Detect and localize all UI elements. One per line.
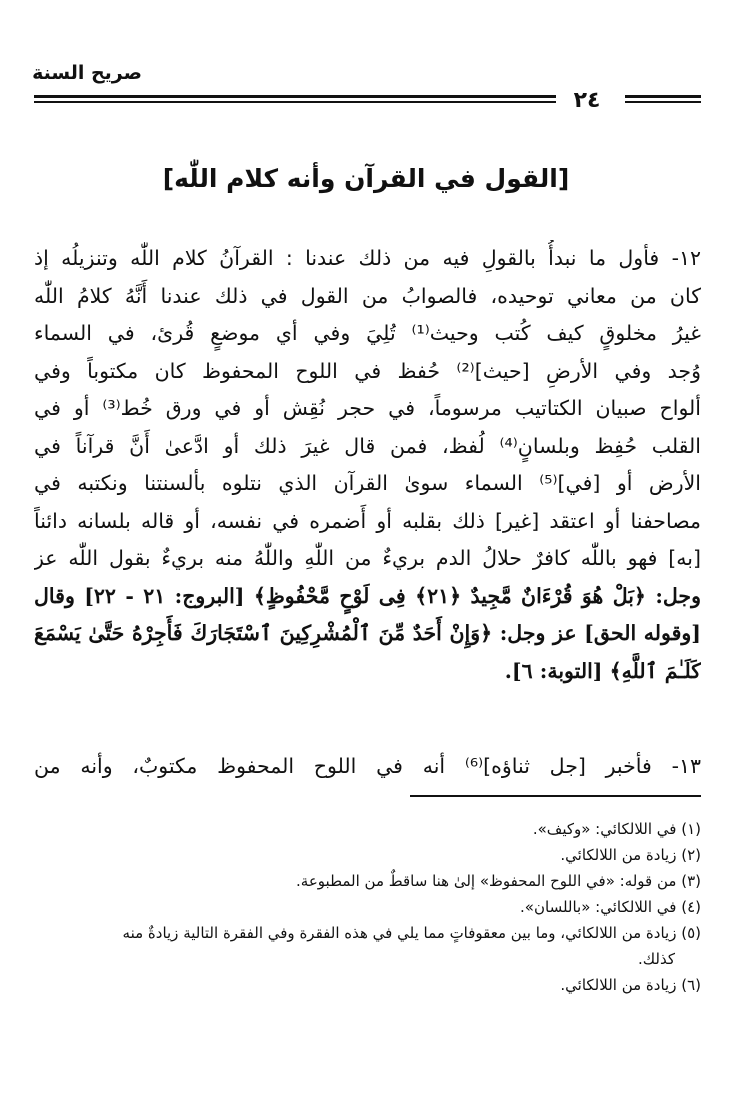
header-rule-left-thick — [625, 95, 701, 98]
text-line: ١٣- فأخبر [جل ثناؤه]⁽⁶⁾ أنه في اللوح المحفوظ مكتوبٌ، وأنه من — [34, 754, 701, 778]
text-line: وُجد وفي الأرضِ [حيث]⁽²⁾ حُفظ في اللوح المحفوظ كان مكتوباً وفي — [34, 358, 701, 383]
page-number: ٢٤ — [573, 88, 601, 113]
text-line: غيرُ مخلوقٍ كيف كُتب وحيث⁽¹⁾ تُلِيَ وفي أي موضعٍ قُرئ، في السماء — [34, 321, 701, 345]
section-heading: [القول في القرآن وأنه كلام اللّٰه] — [162, 164, 570, 193]
footnote-separator — [410, 795, 701, 797]
text-line: ١٢- فأول ما نبدأُ بالقولِ فيه من ذلك عندنا : القرآنُ كلام اللّٰه وتنزيلُه إذ — [34, 246, 701, 270]
header-rule-right-thin — [34, 101, 556, 103]
text-line-verse: كَلَـٰمَ ٱللَّهِ﴾ [التوبة: ٦]. — [504, 658, 701, 683]
text-line-verse: [وقوله الحق] عز وجل: ﴿وَإِنْ أَحَدٌ مِّنَ ٱلْمُشْرِكِينَ ٱسْتَجَارَكَ فَأَجِرْهُ حَتَّىٰ يَسْمَعَ — [34, 621, 701, 645]
paragraph-12 — [34, 240, 701, 690]
header-rule-right-thick — [34, 95, 556, 98]
footnote: (٥) زيادة من اللالكائي، وما بين معقوفاتٍ مما يلي في هذه الفقرة وفي الفقرة التالية زيادةٌ منه — [122, 924, 701, 942]
text-line: الأرض أو [في]⁽⁵⁾ السماء سوىٰ القرآن الذي نتلوه بألسنتنا ونكتبه في — [34, 471, 701, 495]
footnote: (٣) من قوله: «في اللوح المحفوظ» إلىٰ هنا ساقطٌ من المطبوعة. — [296, 872, 701, 890]
paragraph-13 — [34, 748, 701, 786]
header-rule-left-thin — [625, 101, 701, 103]
footnote: (٢) زيادة من اللالكائي. — [560, 846, 701, 864]
footnote-continuation: كذلك. — [638, 950, 675, 968]
footnote: (٤) في اللالكائي: «باللسان». — [520, 898, 701, 916]
footnotes — [34, 816, 701, 998]
text-line: ألواح صبيان الكتاتيب مرسوماً، في حجر نُقِش أو في ورق خُط⁽³⁾ أو في — [34, 396, 701, 420]
text-line: مصاحفنا أو اعتقد [غير] ذلك بقلبه أو أَضمره في نفسه، أو قاله بلسانه دائناً — [34, 508, 701, 533]
footnote: (٦) زيادة من اللالكائي. — [560, 976, 701, 994]
text-line: [به] فهو باللّٰه كافرٌ حلالُ الدم بريءٌ من اللّٰهِ واللّٰهُ منه بريءٌ بقول اللّٰه عز — [34, 546, 701, 570]
running-title: صريح السنة — [32, 62, 142, 84]
text-line-verse: وجل: ﴿بَلْ هُوَ قُرْءَانٌ مَّجِيدٌ ﴿٢١﴾ فِى لَوْحٍ مَّحْفُوظٍ﴾ [البروج: ٢١ - ٢٢] وقال — [34, 583, 701, 608]
footnote: (١) في اللالكائي: «وكيف». — [532, 820, 701, 838]
text-line: كان من معاني توحيده، فالصوابُ من القول في ذلك عندنا أَنَّهُ كلامُ اللّٰه — [34, 283, 701, 308]
text-line: القلب حُفِظ وبلسانٍ⁽⁴⁾ لُفظ، فمن قال غيرَ ذلك أو ادَّعىٰ أَنَّ قرآناً في — [34, 433, 701, 458]
